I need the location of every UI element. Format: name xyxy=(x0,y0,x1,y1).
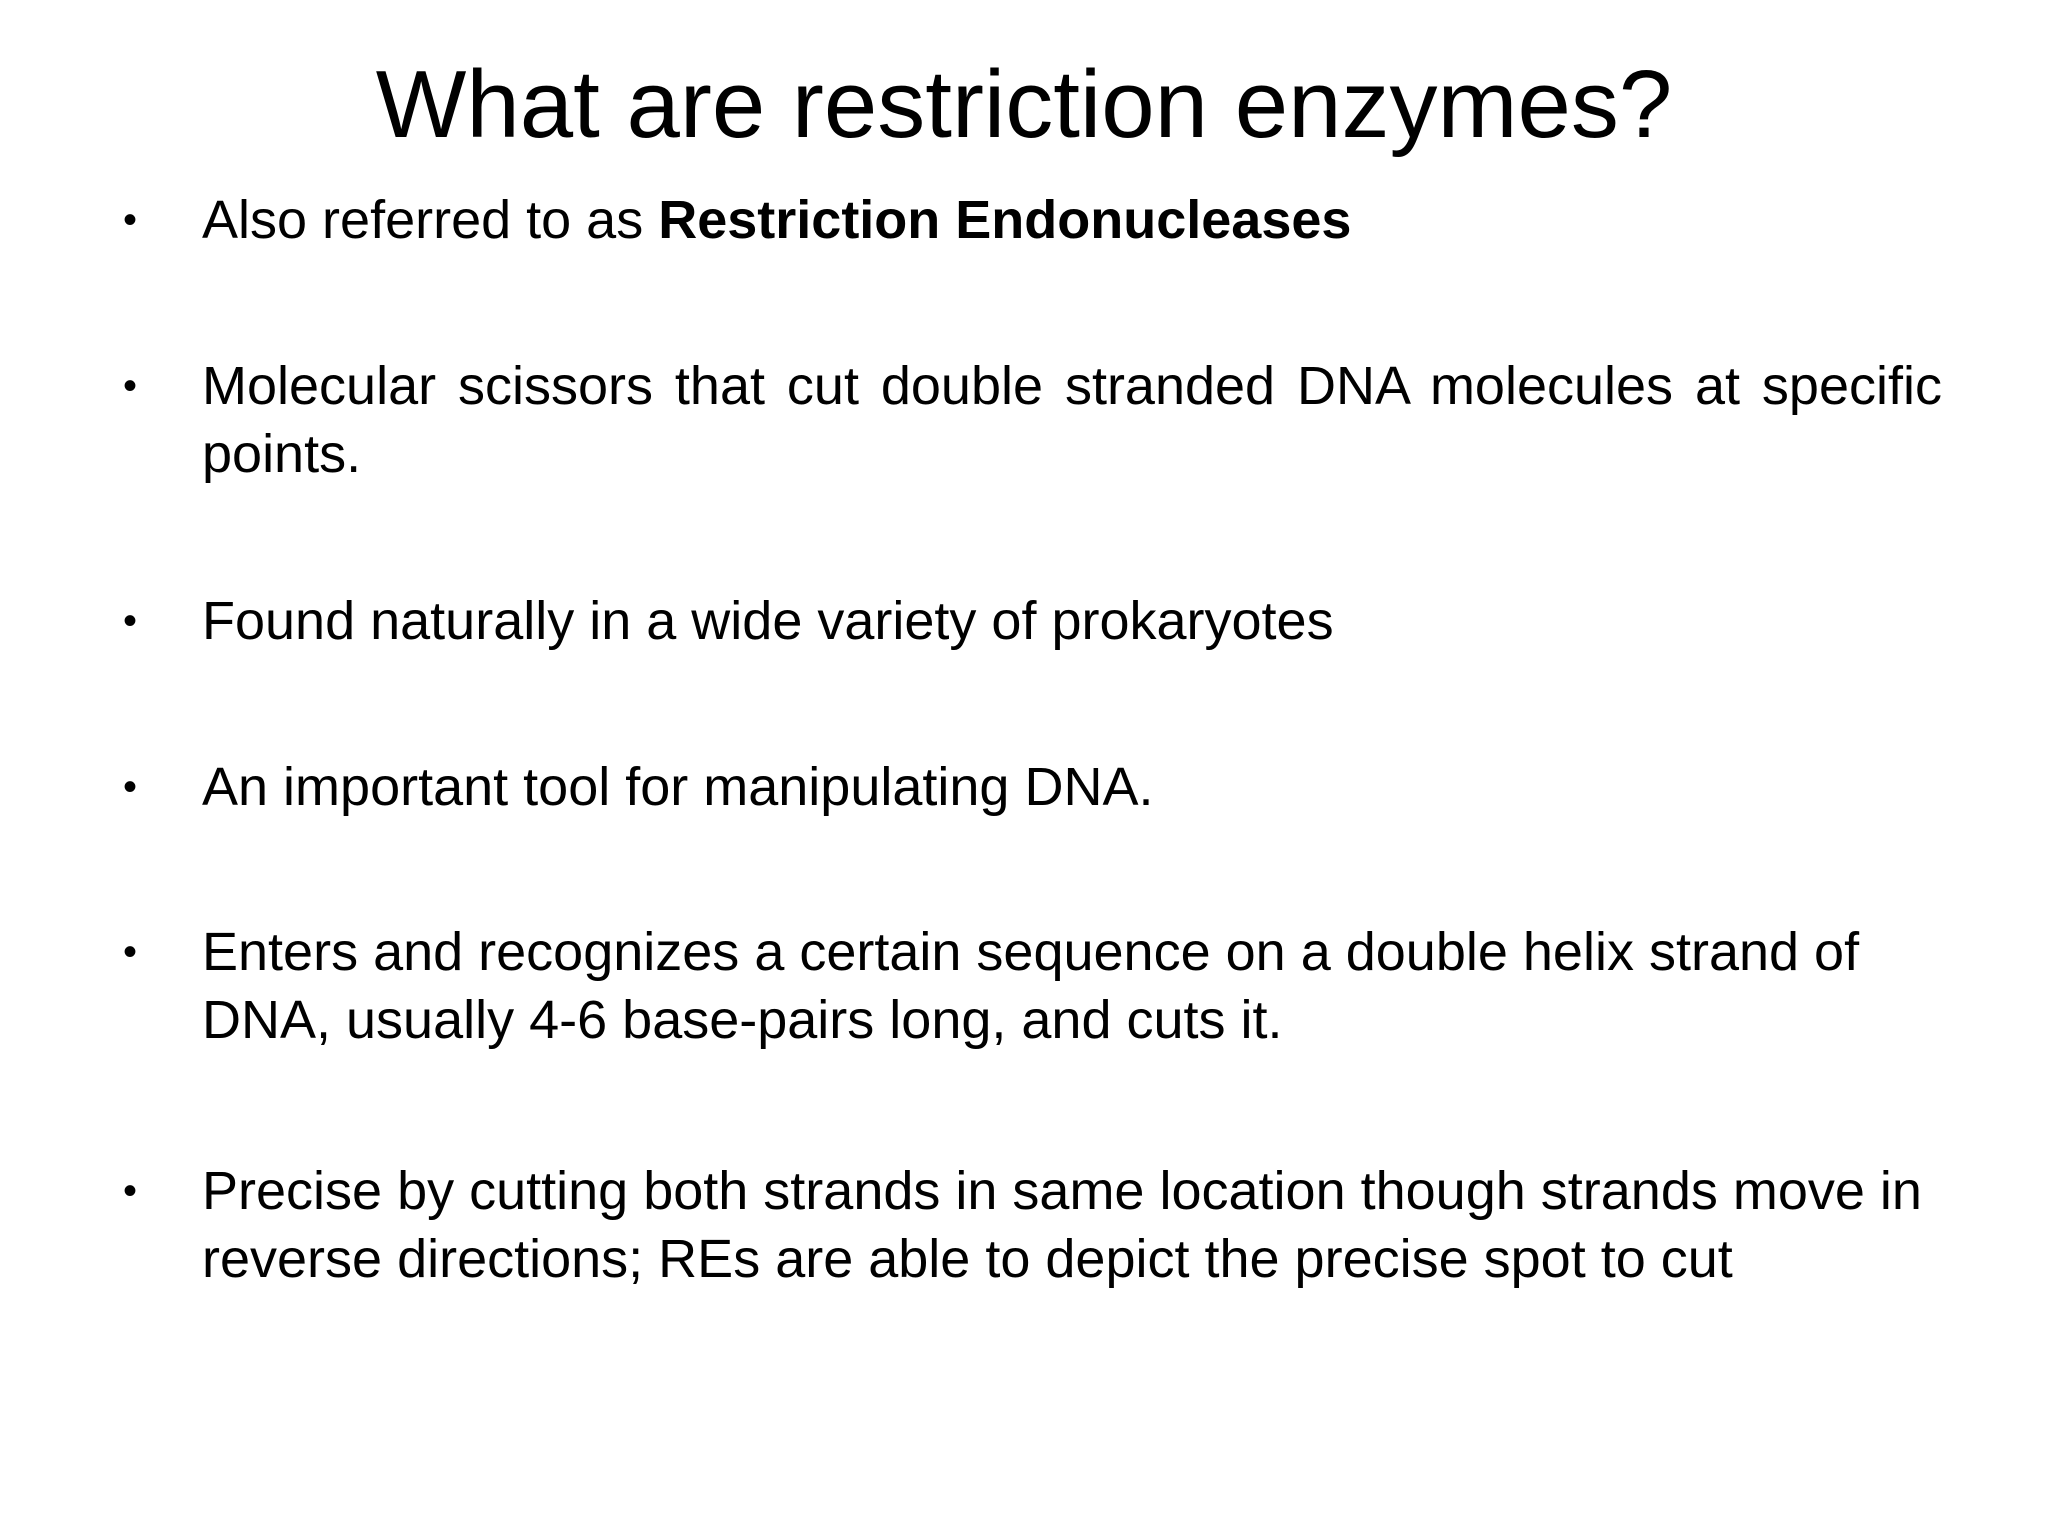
bullet-icon: • xyxy=(123,198,138,242)
bullet-icon: • xyxy=(123,930,138,974)
bullet-icon: • xyxy=(123,599,138,643)
bullet-item-4: An important tool for manipulating DNA. xyxy=(202,757,1154,817)
slide-title: What are restriction enzymes? xyxy=(375,51,1673,158)
bullet-item-2: Molecular scissors that cut double stranded DNA molecules at specific points. xyxy=(202,356,1942,484)
bullet-item-1-bold-term: Restriction Endonucleases xyxy=(658,190,1352,250)
bullet-icon: • xyxy=(123,1169,138,1213)
bullet-item-3: Found naturally in a wide variety of prokaryotes xyxy=(202,591,1334,651)
bullet-item-1 xyxy=(202,186,1942,254)
bullet-item-1-text: Also referred to as xyxy=(202,190,659,250)
bullet-icon: • xyxy=(123,364,138,408)
bullet-item-6: Precise by cutting both strands in same location though strands move in reverse directions; REs are able to depict the precise spot to cut xyxy=(202,1161,1922,1289)
bullet-item-5: Enters and recognizes a certain sequence on a double helix strand of DNA, usually 4-6 base-pairs long, and cuts it. xyxy=(202,922,1860,1050)
bullet-icon: • xyxy=(123,765,138,809)
